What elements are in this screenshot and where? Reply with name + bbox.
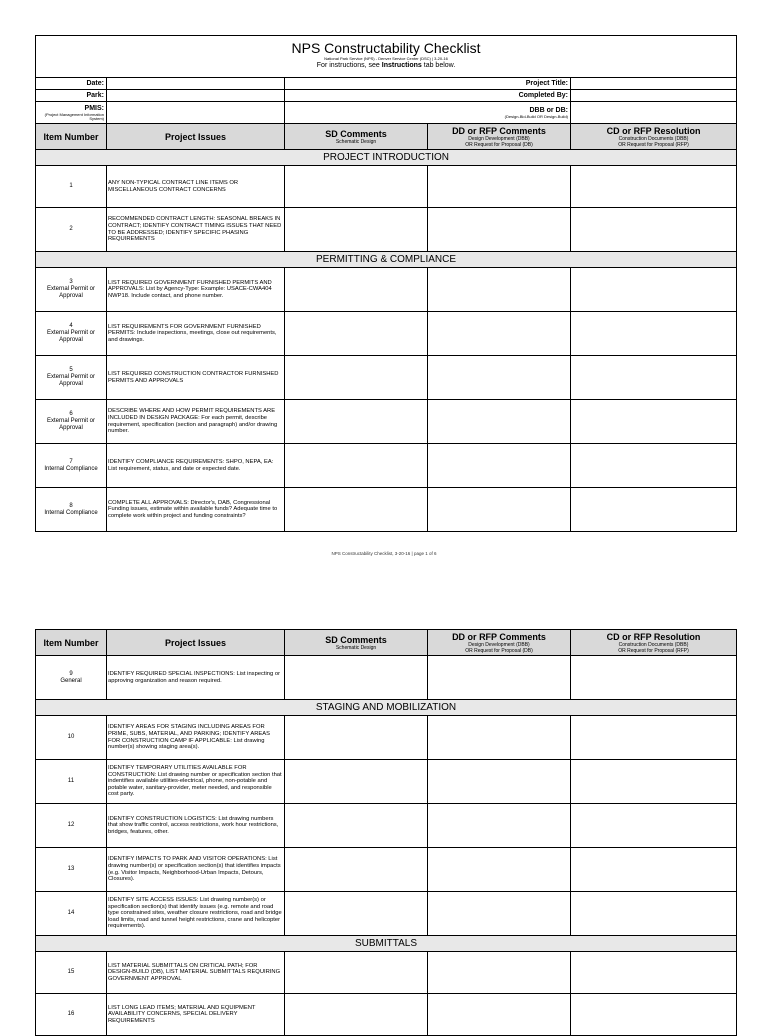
project-title-field[interactable]	[571, 78, 737, 90]
checklist-page-1	[35, 35, 737, 532]
sd-comments-cell[interactable]	[285, 166, 428, 208]
sd-comments-cell[interactable]	[285, 208, 428, 252]
project-issue-cell: IDENTIFY SITE ACCESS ISSUES: List drawing number(s) or specification section(s) that identify issues (e.g. remote and road type constrained sites, weather closure restrictions, road and bridge load limits, road and tunnel height restrictions, crane and helicopter requirements).	[107, 892, 285, 936]
completed-by-field[interactable]	[571, 90, 737, 102]
project-issue-cell: IDENTIFY TEMPORARY UTILITIES AVAILABLE FOR CONSTRUCTION: List drawing number or specification section that indentifies available utilities-electrical, phone, non-potable and potable water, sanitary-provider, meter needed, and responsible cost party.	[107, 760, 285, 804]
dd-comments-header: DD or RFP Comments Design Development (DBB) OR Request for Proposal (DB)	[428, 124, 571, 150]
dd-comments-header: DD or RFP Comments Design Development (DBB) OR Request for Proposal (DB)	[428, 630, 571, 656]
project-issue-cell: LIST REQUIRED CONSTRUCTION CONTRACTOR FURNISHED PERMITS AND APPROVALS	[107, 356, 285, 400]
item-number-cell	[36, 716, 107, 760]
sd-comments-cell[interactable]	[285, 656, 428, 700]
project-issue-cell: DESCRIBE WHERE AND HOW PERMIT REQUIREMENTS ARE INCLUDED IN DESIGN PACKAGE: For each permit, describe requirement, specification (section and paragraph) and/or drawing number.	[107, 400, 285, 444]
item-number-cell	[36, 400, 107, 444]
dd-comments-cell[interactable]	[428, 312, 571, 356]
date-label: Date:	[36, 78, 107, 90]
instructions-tab-ref: Instructions	[381, 62, 422, 69]
item-number: 12	[67, 822, 75, 828]
cd-resolution-cell[interactable]	[571, 444, 737, 488]
section-title: STAGING AND MOBILIZATION	[36, 700, 737, 716]
checklist-row	[36, 488, 737, 532]
sd-comments-cell[interactable]	[285, 268, 428, 312]
checklist-row	[36, 716, 737, 760]
project-issue-cell: LIST REQUIREMENTS FOR GOVERNMENT FURNISHED PERMITS: Include inspections, meetings, close out requirements, and drawings.	[107, 312, 285, 356]
dd-comments-cell[interactable]	[428, 848, 571, 892]
pmis-sublabel: (Project Management Information System)	[44, 111, 104, 121]
checklist-row	[36, 656, 737, 700]
sd-comments-cell[interactable]	[285, 400, 428, 444]
sd-comments-cell[interactable]	[285, 312, 428, 356]
project-issue-cell: ANY NON-TYPICAL CONTRACT LINE ITEMS OR MISCELLANEOUS CONTRACT CONCERNS	[107, 166, 285, 208]
dd-comments-cell[interactable]	[428, 268, 571, 312]
date-field[interactable]	[107, 78, 285, 90]
project-issue-cell: IDENTIFY AREAS FOR STAGING INCLUDING AREAS FOR PRIME, SUBS, MATERIAL, AND PARKING; IDENTIFY AREAS FOR CONSTRUCTION CAMP IF APPLICABLE: List drawing number(s) showing staging area(s).	[107, 716, 285, 760]
item-number-cell	[36, 268, 107, 312]
cd-resolution-cell[interactable]	[571, 804, 737, 848]
section-title: SUBMITTALS	[36, 936, 737, 952]
checklist-row	[36, 760, 737, 804]
checklist-row	[36, 444, 737, 488]
project-issue-cell: IDENTIFY IMPACTS TO PARK AND VISITOR OPERATIONS: List drawing number(s) or specification section(s) that identifies impacts (e.g. Visitor Impacts, Neighborhood-Urban Impacts, Detours, Closures).	[107, 848, 285, 892]
item-number-cell	[36, 892, 107, 936]
item-number-cell	[36, 994, 107, 1036]
item-number-cell	[36, 804, 107, 848]
dd-comments-cell[interactable]	[428, 892, 571, 936]
checklist-row	[36, 848, 737, 892]
item-category: External Permit or Approval	[46, 374, 95, 387]
section-header-row	[36, 252, 737, 268]
cd-resolution-cell[interactable]	[571, 892, 737, 936]
dd-comments-cell[interactable]	[428, 400, 571, 444]
dbb-db-field[interactable]	[571, 102, 737, 124]
page-title: NPS Constructability Checklist	[291, 40, 481, 56]
dd-comments-cell[interactable]	[428, 488, 571, 532]
cd-resolution-header: CD or RFP Resolution Construction Documents (DBB) OR Request for Proposal (RFP)	[571, 124, 737, 150]
sd-comments-cell[interactable]	[285, 444, 428, 488]
project-issue-cell: COMPLETE ALL APPROVALS: Director's, DAB, Congressional Funding issues, estimate within available funds? Adequate time to complete work within project and funding constraints?	[107, 488, 285, 532]
checklist-row	[36, 166, 737, 208]
checklist-row	[36, 312, 737, 356]
project-issue-cell: LIST LONG LEAD ITEMS; MATERIAL AND EQUIPMENT AVAILABILITY CONCERNS, SPECIAL DELIVERY REQUIREMENTS	[107, 994, 285, 1036]
project-issue-cell: IDENTIFY CONSTRUCTION LOGISTICS: List drawing numbers that show traffic control, access restrictions, work hour restrictions, bridges, features, other.	[107, 804, 285, 848]
item-category: External Permit or Approval	[46, 330, 95, 343]
item-category: Internal Compliance	[44, 509, 98, 516]
pmis-field[interactable]	[107, 102, 285, 124]
section-title: PROJECT INTRODUCTION	[36, 150, 737, 166]
item-number: 16	[67, 1011, 75, 1017]
item-number: 4	[69, 323, 73, 329]
sd-comments-header: SD Comments Schematic Design	[285, 630, 428, 656]
item-number-cell	[36, 444, 107, 488]
column-header-row	[36, 124, 737, 150]
dd-comments-cell[interactable]	[428, 166, 571, 208]
item-number-cell	[36, 488, 107, 532]
item-number: 9	[69, 670, 73, 677]
sd-comments-cell[interactable]	[285, 488, 428, 532]
cd-resolution-cell[interactable]	[571, 952, 737, 994]
sd-comments-cell[interactable]	[285, 760, 428, 804]
item-number-cell	[36, 760, 107, 804]
sd-comments-cell[interactable]	[285, 848, 428, 892]
item-category: External Permit or Approval	[46, 418, 95, 431]
sd-comments-cell[interactable]	[285, 356, 428, 400]
sd-comments-cell[interactable]	[285, 994, 428, 1036]
item-number-cell	[36, 356, 107, 400]
item-number: 14	[67, 910, 75, 916]
dbb-db-label: DBB or DB: (Design-Bid-Build OR Design-Build)	[285, 102, 571, 124]
item-category: General	[60, 677, 82, 684]
checklist-row	[36, 400, 737, 444]
item-number-cell	[36, 656, 107, 700]
project-issue-cell: LIST MATERIAL SUBMITTALS ON CRITICAL PATH; FOR DESIGN-BUILD (DB), LIST MATERIAL SUBMITTALS REQUIRING GOVERNMENT APPROVAL	[107, 952, 285, 994]
section-header-row	[36, 150, 737, 166]
project-issues-header: Project Issues	[107, 124, 285, 150]
project-issue-cell: LIST REQUIRED GOVERNMENT FURNISHED PERMITS AND APPROVALS: List by Agency-Type: Example: USACE-CWA404 NWP18. Include contact, and phone number.	[107, 268, 285, 312]
item-category: External Permit or Approval	[46, 286, 95, 299]
cd-resolution-cell[interactable]	[571, 994, 737, 1036]
checklist-row	[36, 208, 737, 252]
checklist-row	[36, 356, 737, 400]
item-category: Internal Compliance	[44, 465, 98, 472]
item-number: 8	[69, 502, 73, 509]
item-number: 6	[69, 411, 73, 417]
sd-comments-cell[interactable]	[285, 716, 428, 760]
dd-comments-cell[interactable]	[428, 208, 571, 252]
cd-resolution-cell[interactable]	[571, 166, 737, 208]
sd-comments-header: SD Comments Schematic Design	[285, 124, 428, 150]
cd-resolution-cell[interactable]	[571, 760, 737, 804]
park-field[interactable]	[107, 90, 285, 102]
dd-comments-cell[interactable]	[428, 994, 571, 1036]
cd-resolution-cell[interactable]	[571, 268, 737, 312]
dd-comments-cell[interactable]	[428, 356, 571, 400]
dd-comments-cell[interactable]	[428, 804, 571, 848]
cd-resolution-header: CD or RFP Resolution Construction Documents (DBB) OR Request for Proposal (RFP)	[571, 630, 737, 656]
section-header-row	[36, 700, 737, 716]
column-header-row	[36, 630, 737, 656]
project-issues-header: Project Issues	[107, 630, 285, 656]
project-issue-cell: IDENTIFY REQUIRED SPECIAL INSPECTIONS: List inspecting or approving organization and reason required.	[107, 656, 285, 700]
title-block	[36, 36, 737, 78]
section-header-row	[36, 936, 737, 952]
cd-resolution-cell[interactable]	[571, 488, 737, 532]
project-title-label: Project Title:	[285, 78, 571, 90]
dd-comments-cell[interactable]	[428, 952, 571, 994]
cd-resolution-cell[interactable]	[571, 716, 737, 760]
item-number: 7	[69, 458, 73, 465]
item-number: 1	[69, 183, 73, 189]
item-number: 11	[67, 778, 75, 784]
instructions-note: For instructions, see Instructions tab below.	[316, 62, 456, 69]
item-number-cell	[36, 208, 107, 252]
park-label: Park:	[36, 90, 107, 102]
item-number-header: Item Number	[36, 630, 107, 656]
item-number-cell	[36, 312, 107, 356]
item-number-cell	[36, 952, 107, 994]
checklist-page-2	[35, 629, 737, 1036]
sd-comments-cell[interactable]	[285, 952, 428, 994]
checklist-row	[36, 892, 737, 936]
checklist-row	[36, 994, 737, 1036]
checklist-row	[36, 952, 737, 994]
sd-comments-cell[interactable]	[285, 804, 428, 848]
checklist-row	[36, 268, 737, 312]
item-number: 5	[69, 367, 73, 373]
section-title: PERMITTING & COMPLIANCE	[36, 252, 737, 268]
item-number: 2	[69, 226, 73, 232]
page-footer: NPS Constructability Checklist, 3-20-16 | page 1 of 6	[331, 551, 437, 556]
dd-comments-cell[interactable]	[428, 760, 571, 804]
pmis-label: PMIS: (Project Management Information System)	[36, 102, 107, 124]
dbb-db-sublabel: (Design-Bid-Build OR Design-Build)	[504, 113, 568, 119]
item-number-cell	[36, 166, 107, 208]
checklist-row	[36, 804, 737, 848]
dd-comments-cell[interactable]	[428, 656, 571, 700]
project-issue-cell: RECOMMENDED CONTRACT LENGTH: SEASONAL BREAKS IN CONTRACT; IDENTIFY CONTRACT TIMING ISSUES THAT NEED TO BE ADDRESSED; IDENTIFY SPECIFIC PHASING REQUIREMENTS	[107, 208, 285, 252]
sd-comments-cell[interactable]	[285, 892, 428, 936]
cd-resolution-cell[interactable]	[571, 656, 737, 700]
cd-resolution-cell[interactable]	[571, 848, 737, 892]
item-number-header: Item Number	[36, 124, 107, 150]
dd-comments-cell[interactable]	[428, 716, 571, 760]
cd-resolution-cell[interactable]	[571, 312, 737, 356]
page-subtitle: National Park Service (NPS) - Denver Service Center (DSC) | 3-20-16	[324, 56, 448, 61]
cd-resolution-cell[interactable]	[571, 400, 737, 444]
item-number-cell	[36, 848, 107, 892]
item-number: 10	[67, 734, 75, 740]
item-number: 15	[67, 969, 75, 975]
completed-by-label: Completed By:	[285, 90, 571, 102]
cd-resolution-cell[interactable]	[571, 356, 737, 400]
project-issue-cell: IDENTIFY COMPLIANCE REQUIREMENTS: SHPO, NEPA, EA: List requirement, status, and date or expected date.	[107, 444, 285, 488]
dd-comments-cell[interactable]	[428, 444, 571, 488]
item-number: 13	[67, 866, 75, 872]
item-number: 3	[69, 279, 73, 285]
cd-resolution-cell[interactable]	[571, 208, 737, 252]
